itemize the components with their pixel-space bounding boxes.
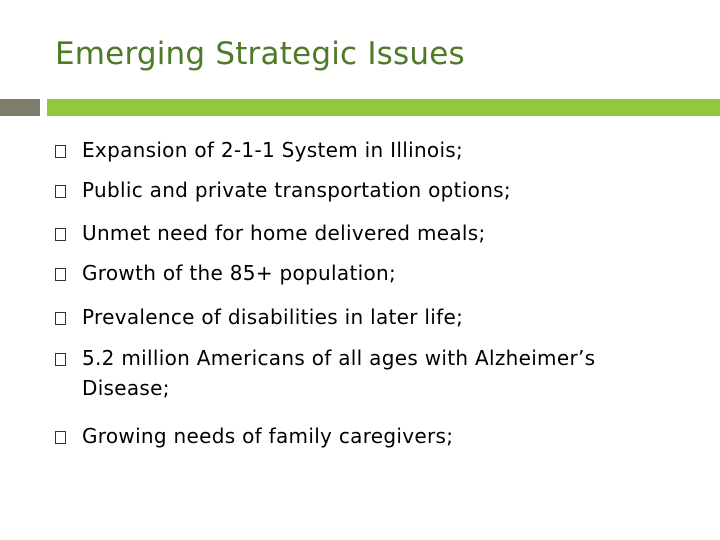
empty-checkbox-icon: [55, 268, 66, 281]
empty-checkbox-icon: [55, 145, 66, 158]
bullet-text: Expansion of 2-1-1 System in Illinois;: [82, 138, 464, 162]
slide-title: Emerging Strategic Issues: [55, 36, 465, 72]
bullet-text: 5.2 million Americans of all ages with Alzheimer’s Disease;: [82, 346, 596, 400]
bullet-text: Prevalence of disabilities in later life;: [82, 305, 464, 329]
bullet-text: Growing needs of family caregivers;: [82, 424, 454, 448]
empty-checkbox-icon: [55, 431, 66, 444]
bullet-text: Growth of the 85+ population;: [82, 261, 396, 285]
empty-checkbox-icon: [55, 228, 66, 241]
empty-checkbox-icon: [55, 353, 66, 366]
empty-checkbox-icon: [55, 312, 66, 325]
bullet-text: Unmet need for home delivered meals;: [82, 221, 486, 245]
bullet-text: Public and private transportation options;: [82, 178, 511, 202]
empty-checkbox-icon: [55, 185, 66, 198]
